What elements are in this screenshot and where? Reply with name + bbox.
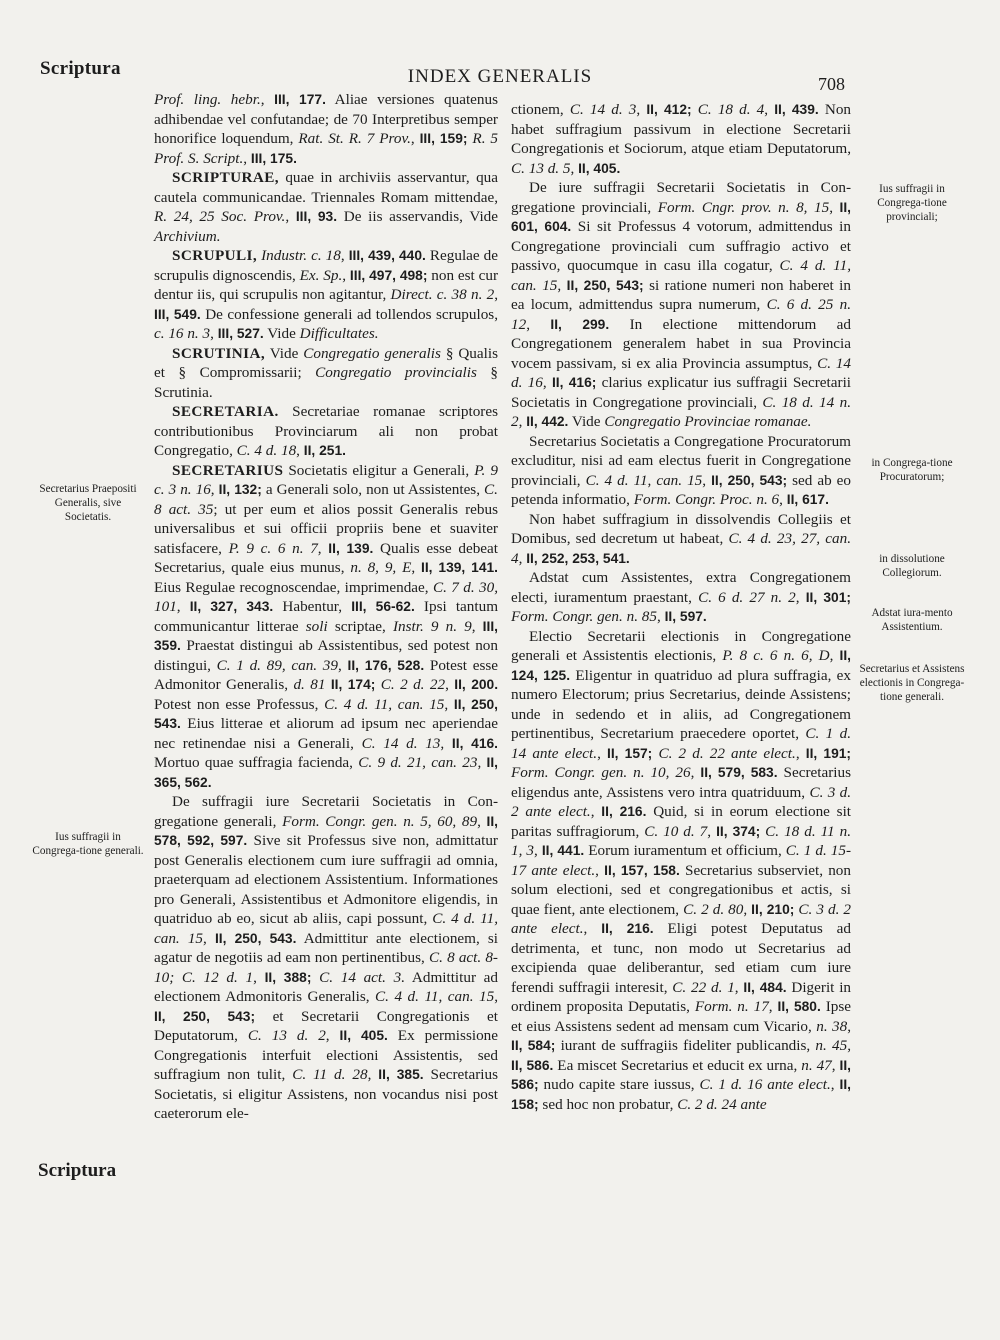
entry-secretaria: SECRETARIA. Secretariae romanae scriptores contributionibus Provinciarum ali non probat Congregatio, C. 4 d. 18, II, 251.: [154, 403, 498, 459]
margin-note-right-4: Adstat iura-mento Assistentium.: [871, 607, 953, 633]
entry-scripturae: SCRIPTURAE, quae in archiviis asservantur, qua cautela communicandae. Triennales Romam mittendae, R. 24, 25 Soc. Prov., III, 93. De iis asservandis, Vide Archivium.: [154, 169, 498, 245]
text-column-right: [511, 100, 851, 1114]
entry-scrupuli: SCRUPULI, Industr. c. 18, III, 439, 440. Regulae de scrupulis dignoscendis, Ex. Sp., III, 497, 498; non est cur dentur iis, qui scrupulis non agitantur, Direct. c. 38 n. 2, III, 549. De confessione generali ad tollendos scrupulos, c. 16 n. 3, III, 527. Vide Difficultates.: [154, 247, 499, 342]
margin-note-right-3: in dissolutione Collegiorum.: [879, 553, 945, 579]
entry-secretarius: SECRETARIUS Societatis eligitur a Generali, P. 9 c. 3 n. 16, II, 132; a Generali solo, non ut Assistentes, C. 8 act. 35; ut per eum et alios possit Generalis rebus universalibus et sui officii propriis bene et suaviter satisfacere, P. 9 c. 6 n. 7, II, 139. Qualis esse debeat Secretarius, quale eius munus, n. 8, 9, E, II, 139, 141. Eius Regulae recognoscendae, imprimendae, C. 7 d. 30, 101, II, 327, 343. Habentur, III, 56-62. Ipsi tantum communicantur litterae soli scriptae, Instr. 9 n. 9, III, 359. Praestat distingui ab Assistentibus, sed potest non distingui, C. 1 d. 89, can. 39, II, 176, 528. Potest esse Admonitor Generalis, d. 81 II, 174; C. 2 d. 22, II, 200. Potest non esse Professus, C. 4 d. 11, can. 15, II, 250, 543. Eius litterae et aliorum ad ipsum nec aperiendae nec retinendae nisi a Generali, C. 14 d. 13, II, 416. Mortuo quae suffragia facienda, C. 9 d. 21, can. 23, II, 365, 562.: [154, 461, 499, 790]
margin-note-left-1: Secretarius Praepositi Generalis, sive Societatis.: [39, 483, 137, 523]
margin-note-right-1: Ius suffragii in Congrega-tione provinciali;: [877, 183, 947, 223]
margin-note-right-2: in Congrega-tione Procuratorum;: [871, 457, 953, 483]
margin-note-left-2: Ius suffragii in Congrega-tione generali.: [32, 831, 144, 857]
entry-scrutinia: SCRUTINIA, Vide Congregatio generalis § Qualis et § Compromissarii; Congregatio provincialis § Scrutinia.: [154, 344, 498, 401]
running-foot-keyword: Scriptura: [38, 1160, 117, 1181]
entry-suffragii-provincialis: De iure suffragii Secretarii Societatis in Congregatione provinciali, Form. Cngr. prov. n. 8, 15, II, 601, 604. Si sit Professus 4 votorum, admittendus in Congregatione provinciali cum suffragio activo et passivo, quocumque in casu illa cogatur, C. 4 d. 11, can. 15, II, 250, 543; si ratione numeri non haberet in ea locum, admittendus supra numerum, C. 6 d. 25 n. 12, II, 299. In electione mittendorum ad Congregationem generalem habet in sua Provincia vocem passivam, si ex alia Provincia assumptus, C. 14 d. 16, II, 416; clarius explicatur ius suffragii Secretarii Societatis in Congregatione provinciali, C. 18 d. 14 n. 2, II, 442. Vide Congregatio Provinciae romanae.: [511, 179, 852, 430]
entry-suffragii-generalis: De suffragii iure Secretarii Societatis in Congregatione generali, Form. Congr. gen. n. 5, 60, 89, II, 578, 592, 597. Sive sit Professus sive non, admittatur post Generalis electionem cum iure suffragii ad omnia, praeterquam ad electionem Assistentium. Informationes pro Generali, Assistentibus et Admonitore eligendis, in quatriduo ab eo, sicut ab aliis, capi possunt, C. 4 d. 11, can. 15, II, 250, 543. Admittitur ante electionem, si agatur de negotiis ad eam non pertinentibus, C. 8 act. 8-10; C. 12 d. 1, II, 388; C. 14 act. 3. Admittitur ad electionem Admonitoris Generalis, C. 4 d. 11, can. 15, II, 250, 543; et Secretarii Congregationis et Deputatorum, C. 13 d. 2, II, 405. Ex permissione Congregationis interfuit electioni Assistentis, sed suffragium non tulit, C. 11 d. 28, II, 385. Secretarius Societatis, si eligitur Assistens, non vocandus nisi post caeterorum ele-: [154, 793, 499, 1122]
entry-iuramento: Adstat cum Assistentes, extra Congregationem electi, iuramentum praestant, C. 6 d. 27 n. 2, II, 301; Form. Congr. gen. n. 85, II, 597.: [511, 569, 851, 625]
entry-procuratorum: Secretarius Societatis a Congregatione Procuratorum excluditur, nisi ad eam electus fuerit in Congregatione provinciali, C. 4 d. 11, can. 15, II, 250, 543; sed ab eo petenda informatio, Form. Congr. Proc. n. 6, II, 617.: [511, 432, 852, 508]
entry-continuation: Prof. ling. hebr., III, 177. Aliae versiones quatenus adhibendae vel confutandae; de 70 Interpretibus semper honorifice loquendum, Rat. St. R. 7 Prov., III, 159; R. 5 Prof. S. Script., III, 175.: [154, 91, 499, 167]
entry-dissolutione: Non habet suffragium in dissolvendis Collegiis et Domibus, sed decretum ut habeat, C. 4 d. 23, 27, can. 4, II, 252, 253, 541.: [511, 510, 851, 567]
margin-note-right-5: Secretarius et Assistens electionis in Congrega-tione generali.: [859, 663, 965, 703]
running-head-keyword: Scriptura: [40, 58, 121, 79]
running-head-title: INDEX GENERALIS: [407, 66, 593, 87]
entry-electio-secretarii: Electio Secretarii electionis in Congregatione generali et Assistentis electionis, P. 8 c. 6 n. 6, D, II, 124, 125. Eligentur in quatriduo ad plura suffragia, ex numero Electorum; prius Secretarius, deinde Assistens; unde in sedendo et in aliis, ad Congregationem pertinentibus, Secretarium praecedere oportet, C. 1 d. 14 ante elect., II, 157; C. 2 d. 22 ante elect., II, 191; Form. Congr. gen. n. 10, 26, II, 579, 583. Secretarius eligendus ante, Assistens vero intra quatriduum, C. 3 d. 2 ante elect., II, 216. Quid, si in eorum electione sit paritas suffragiorum, C. 10 d. 7, II, 374; C. 18 d. 11 n. 1, 3, II, 441. Eorum iuramentum et officium, C. 1 d. 15-17 ante elect., II, 157, 158. Secretarius subserviet, non solum electioni, sed et congregationibus et actis, si quae fient, ante electionem, C. 2 d. 80, II, 210; C. 3 d. 2 ante elect., II, 216. Eligi potest Deputatus ad detrimenta, et tunc, non modo ut Secretarius ad excipienda quae deliberantur, sed etiam cum iure ferendi suffragii interesit, C. 22 d. 1, II, 484. Digerit in ordinem proposita Deputatis, Form. n. 17, II, 580. Ipse et eius Assistens sedent ad mensam cum Vicario, n. 38, II, 584; iurant de suffragiis fideliter publicandis, n. 45, II, 586. Ea miscet Secretarius et educit ex urna, n. 47, II, 586; nudo capite stare iussus, C. 1 d. 16 ante elect., II, 158; sed hoc non probatur, C. 2 d. 24 ante: [511, 627, 852, 1113]
page-number: 708: [818, 74, 845, 94]
text-column-left: [154, 90, 498, 1124]
entry-continuation-2: ctionem, C. 14 d. 3, II, 412; C. 18 d. 4, II, 439. Non habet suffragium passivum in electione Secretarii Congregationis et Sociorum, atque etiam Deputatorum, C. 13 d. 5, II, 405.: [511, 101, 852, 177]
